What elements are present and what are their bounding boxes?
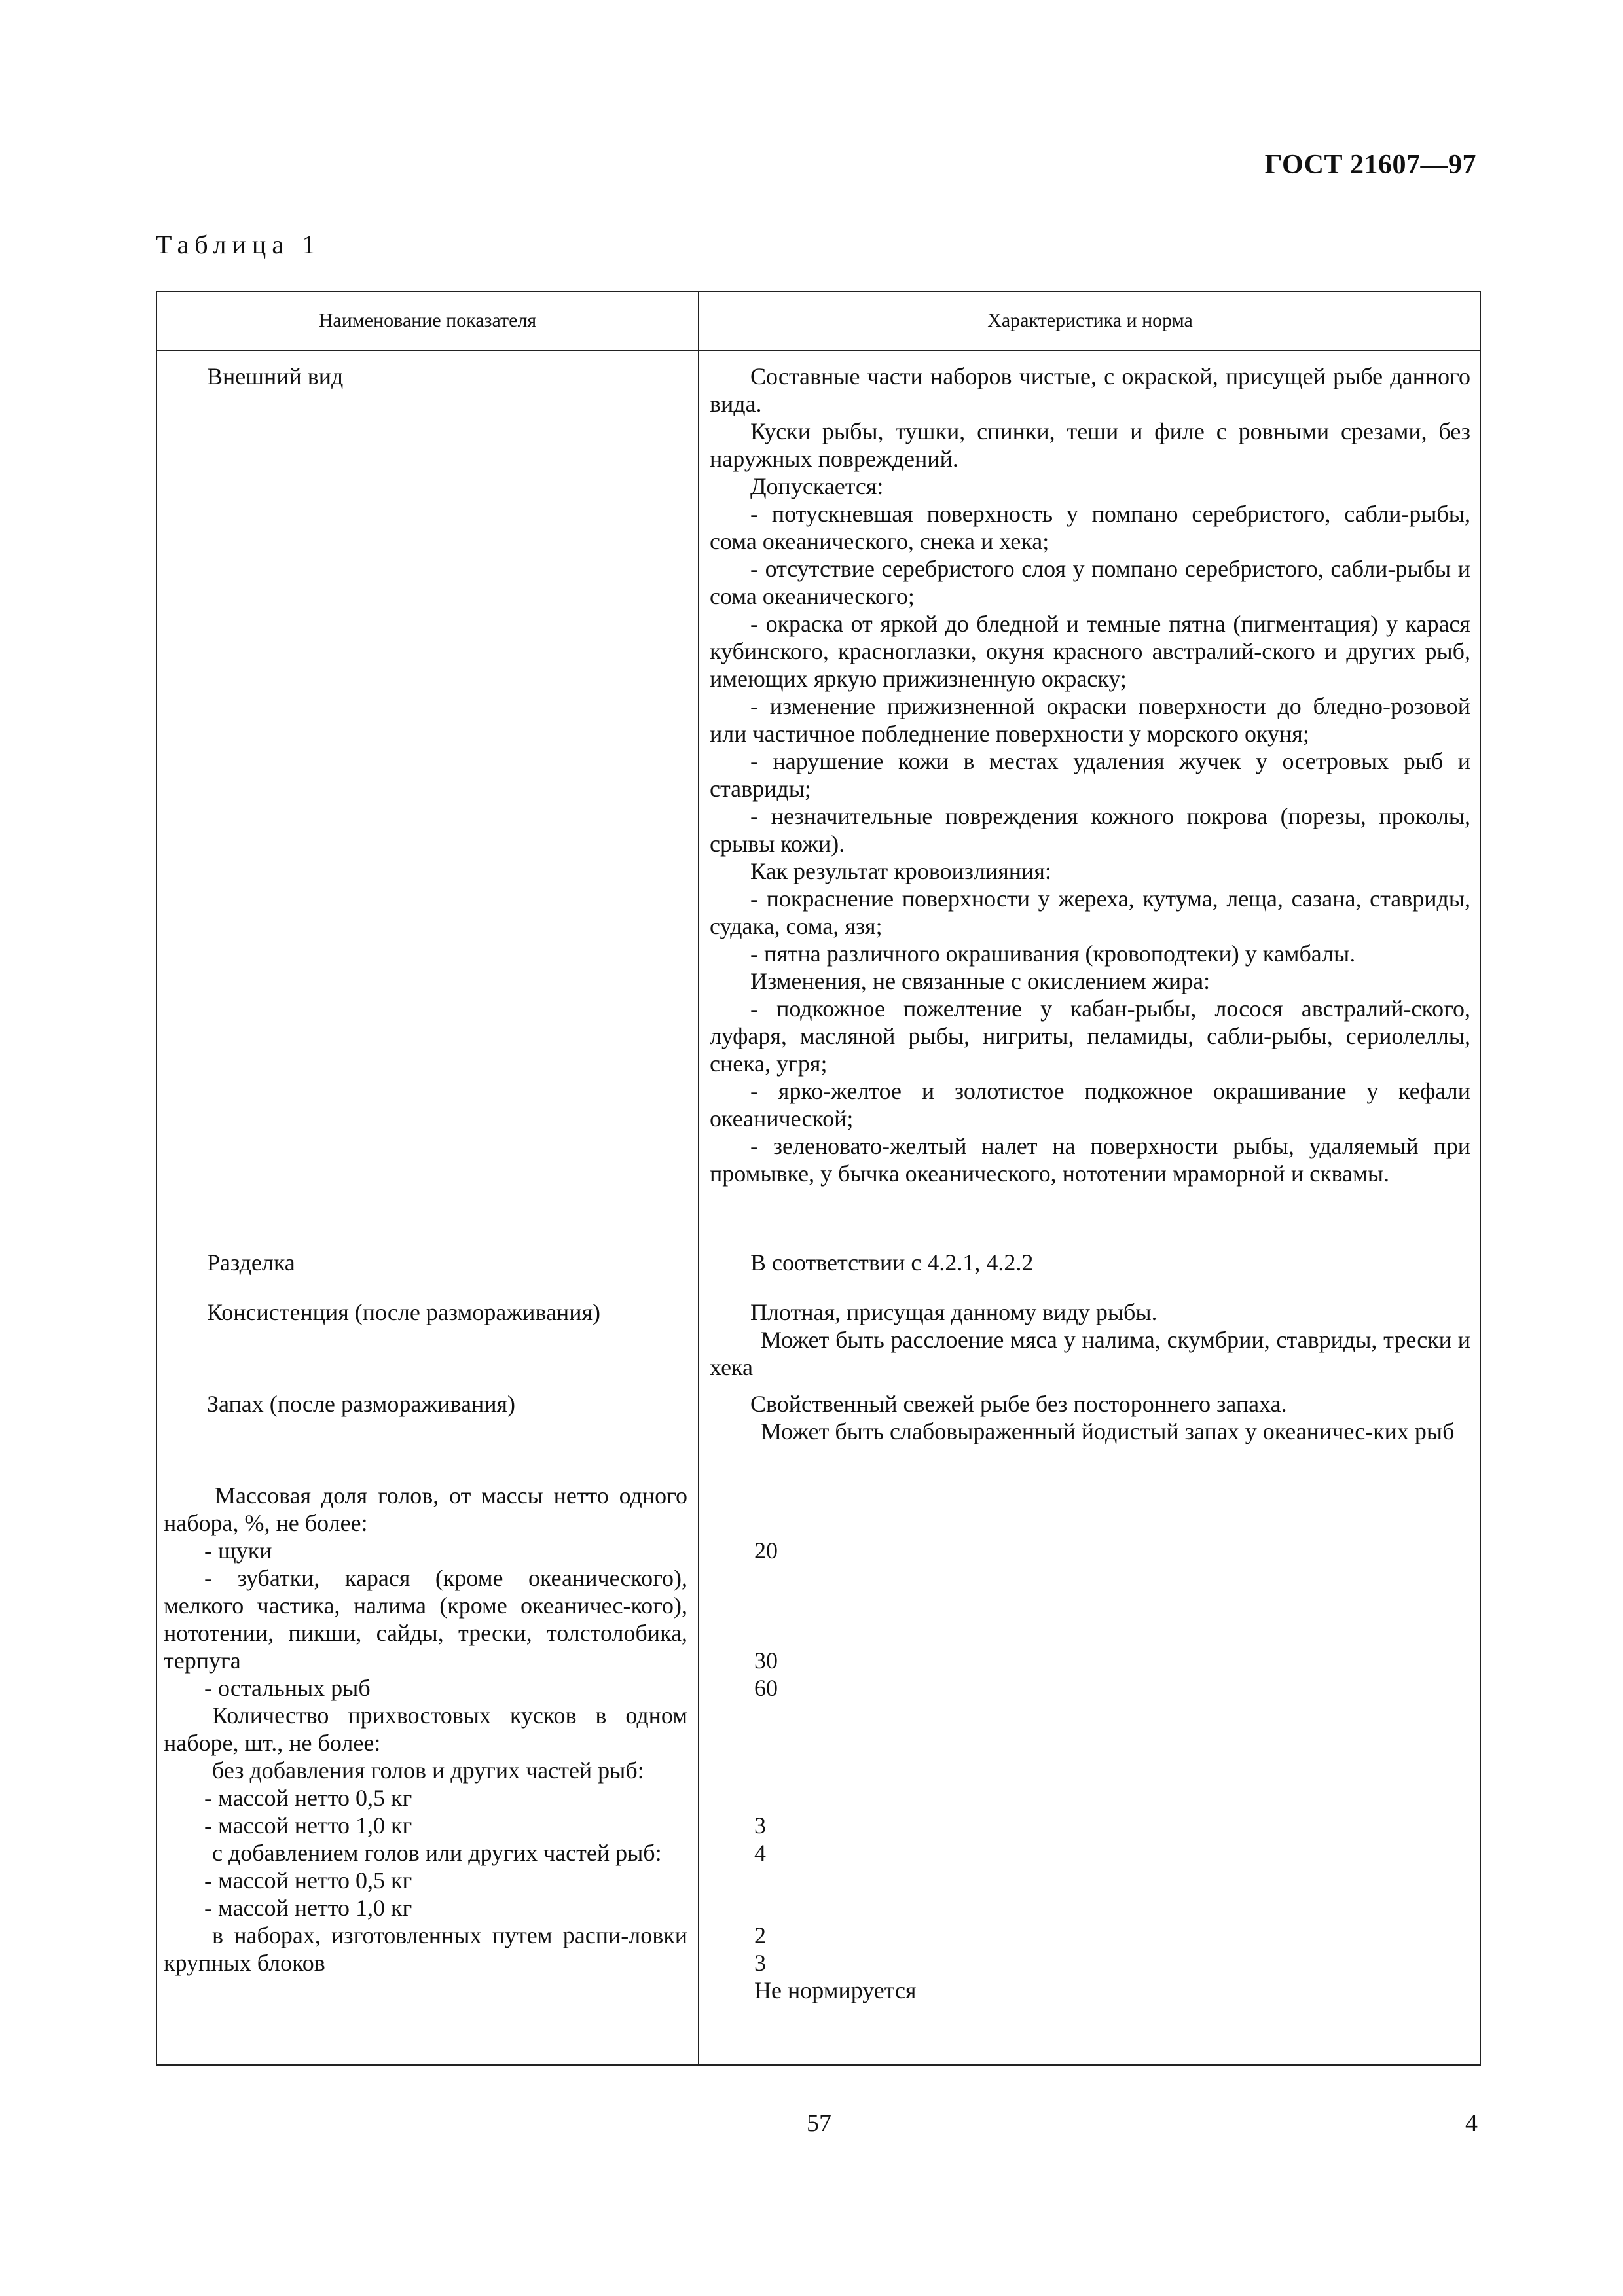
text-line: - нарушение кожи в местах удаления жучек у осетровых рыб и ставриды; xyxy=(710,748,1470,802)
header-indicator-name: Наименование показателя xyxy=(318,310,537,331)
row-tail-pieces-name xyxy=(164,1702,687,1977)
heads-other-value: 60 xyxy=(754,1675,778,1701)
tail-h10-value: 3 xyxy=(754,1950,766,1976)
text-line: - изменение прижизненной окраски поверхности до бледно-розовой или частичное побледнение поверхности у морского окуня; xyxy=(710,693,1470,747)
tail-w10-label: - массой нетто 1,0 кг xyxy=(204,1812,412,1839)
row-appearance-name: Внешний вид xyxy=(207,363,344,389)
tail-with-label: с добавлением голов или других частей рыб: xyxy=(212,1840,662,1866)
row-smell-text xyxy=(710,1390,1470,1445)
text-line: - пятна различного окрашивания (кровоподтеки) у камбалы. xyxy=(750,941,1356,967)
text-line: Куски рыбы, тушки, спинки, теши и филе с ровными срезами, без наружных повреждений. xyxy=(710,418,1470,472)
document-code: ГОСТ 21607—97 xyxy=(1264,150,1476,180)
tail-h10-label: - массой нетто 1,0 кг xyxy=(204,1895,412,1921)
table-caption: Таблица 1 xyxy=(156,230,321,259)
row-smell-name: Запах (после размораживания) xyxy=(207,1391,516,1417)
tail-without-label: без добавления голов и других частей рыб: xyxy=(212,1757,644,1784)
sheet-number: 4 xyxy=(1465,2109,1478,2137)
text-line: - незначительные повреждения кожного покрова (порезы, проколы, срывы кожи). xyxy=(710,803,1470,857)
text-line: Как результат кровоизлияния: xyxy=(750,858,1051,884)
tail-w05-value: 3 xyxy=(754,1812,766,1839)
tail-pieces-title: Количество прихвостовых кусков в одном наборе, шт., не более: xyxy=(164,1702,687,1756)
text-line: Допускается: xyxy=(750,473,884,499)
text-line: - зеленовато-желтый налет на поверхности рыбы, удаляемый при промывке, у бычка океанического, нототении мраморной и сквамы. xyxy=(710,1133,1470,1187)
header-characteristic: Характеристика и норма xyxy=(987,310,1193,331)
tail-w10-value: 4 xyxy=(754,1840,766,1866)
text-line: - окраска от яркой до бледной и темные пятна (пигментация) у карася кубинского, красноглазки, окуня красного австралий-ского и других рыб, имеющих яркую прижизненную окраску; xyxy=(710,611,1470,692)
text-line: Может быть расслоение мяса у налима, скумбрии, ставриды, трески и хека xyxy=(710,1327,1470,1380)
row-appearance-text xyxy=(710,363,1470,1187)
tail-sawn-label: в наборах, изготовленных путем распи-ловки крупных блоков xyxy=(164,1922,687,1976)
text-line: В соответствии с 4.2.1, 4.2.2 xyxy=(750,1249,1034,1276)
text-line: - подкожное пожелтение у кабан-рыбы, лосося австралий-ского, луфаря, масляной рыбы, нигриты, пеламиды, сабли-рыбы, сериолеллы, снека, угря; xyxy=(710,996,1470,1077)
tail-w05-label: - массой нетто 0,5 кг xyxy=(204,1785,412,1811)
table-header-row xyxy=(157,292,1480,351)
heads-pike-value: 20 xyxy=(754,1537,778,1564)
text-line: Свойственный свежей рыбе без постороннего запаха. xyxy=(750,1391,1287,1417)
specification-table xyxy=(156,291,1481,2066)
heads-other-label: - остальных рыб xyxy=(204,1675,371,1701)
text-line: - покраснение поверхности у жереха, кутума, леща, сазана, ставриды, судака, сома, язя; xyxy=(710,886,1470,939)
text-line: Изменения, не связанные с окислением жира: xyxy=(750,968,1211,994)
page-number: 57 xyxy=(807,2109,831,2137)
row-cutting-value xyxy=(710,1249,1470,1276)
text-line: Плотная, присущая данному виду рыбы. xyxy=(750,1299,1158,1325)
column-divider xyxy=(698,292,699,2064)
heads-group-value: 30 xyxy=(754,1647,778,1674)
text-line: Может быть слабовыраженный йодистый запах у океаничес-ких рыб xyxy=(761,1418,1455,1444)
heads-share-title: Массовая доля голов, от массы нетто одного набора, %, не более: xyxy=(164,1482,687,1536)
tail-sawn-value: Не нормируется xyxy=(754,1977,917,2003)
heads-pike-label: - щуки xyxy=(204,1537,272,1564)
row-consistency-text xyxy=(710,1299,1470,1381)
text-line: Составные части наборов чистые, с окраской, присущей рыбе данного вида. xyxy=(710,363,1470,417)
tail-h05-label: - массой нетто 0,5 кг xyxy=(204,1867,412,1893)
row-heads-share-name xyxy=(164,1482,687,1702)
text-line: - отсутствие серебристого слоя у помпано серебристого, сабли-рыбы и сома океанического; xyxy=(710,556,1470,609)
row-cutting-name: Разделка xyxy=(207,1249,295,1276)
heads-group-label: - зубатки, карася (кроме океанического), мелкого частика, налима (кроме океаничес-кого), нототении, пикши, сайды, трески, толстолобика, терпуга xyxy=(164,1565,687,1674)
tail-h05-value: 2 xyxy=(754,1922,766,1948)
text-line: - потускневшая поверхность у помпано серебристого, сабли-рыбы, сома океанического, снека и хека; xyxy=(710,501,1470,554)
row-consistency-name: Консистенция (после размораживания) xyxy=(207,1299,601,1325)
text-line: - ярко-желтое и золотистое подкожное окрашивание у кефали океанической; xyxy=(710,1078,1470,1132)
